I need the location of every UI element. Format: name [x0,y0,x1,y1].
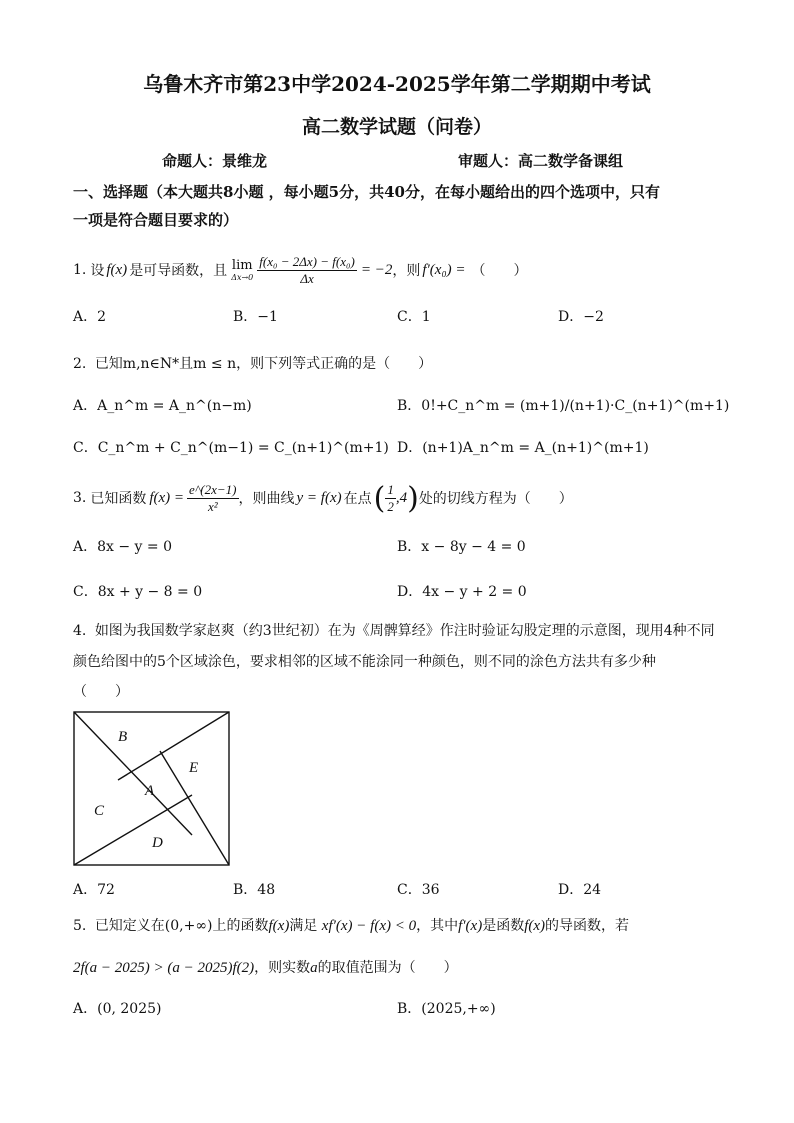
math-expr: f(x) [106,261,128,278]
q2-option-b: B．0!+C_n^m = (m+1)/(n+1)·C_(n+1)^(m+1) [397,398,730,414]
q2-option-a: A．A_n^m = A_n^(n−m) [73,398,252,414]
question-number: 3. [73,490,87,506]
question-1 [73,250,528,290]
q1-option-b: B．−1 [233,309,278,325]
question-2 [73,353,432,373]
region-label-e: E [189,760,199,776]
question-text: 已知m,n∈N*且m ≤ n，则下列等式正确的是（ ） [94,356,433,372]
question-text: 在点 [343,491,372,507]
q4-option-d: D．24 [558,882,602,898]
question-text: ，则 [392,263,421,279]
region-label-c: C [94,803,105,819]
q4-option-c: C．36 [397,882,440,898]
exam-title: 乌鲁木齐市第23中学2024-2025学年第二学期期中考试 [143,72,651,96]
q5-option-a: A．(0, 2025) [73,1001,162,1017]
question-5-line1: 5. 已知定义在(0,+∞)上的函数f(x)满足 xf′(x) − f(x) < 0，其中f′(x)是函数f(x)的导函数，若 [73,918,630,934]
question-4-line1: 4. 如图为我国数学家赵爽（约3世纪初）在为《周髀算经》作注时验证勾股定理的示意图，现用4种不同 [73,623,715,639]
q1-option-a: A．2 [73,309,107,325]
author-line: 命题人：景维龙 [162,152,268,170]
question-text: 处的切线方程为（ ） [418,491,573,507]
question-number: 4. [73,623,87,639]
question-4-paren: （ ） [73,684,129,700]
question-4-line2: 颜色给图中的5个区域涂色，要求相邻的区域不能涂同一种颜色，则不同的涂色方法共有多少种 [73,654,656,670]
section-heading-line1: 一、选择题（本大题共8小题 ，每小题5分，共40分，在每小题给出的四个选项中，只有 [73,183,660,201]
region-label-b: B [118,729,128,745]
question-number: 5. [73,918,87,934]
math-expr: ,4 [395,489,408,506]
math-expr: = −2 [360,261,393,278]
math-expr: y = f(x) [296,489,342,506]
q3-option-b: B．x − 8y − 4 = 0 [397,539,526,555]
zhao-shuang-diagram [70,708,234,868]
limit-fraction: $\frac{\text{f(x₀ − 2Δx) − f(x₀)}}{\Delta x}$ [259,253,355,286]
q5-option-b: B．(2025,+∞) [397,1001,496,1017]
math-expr: f(x) = [149,489,185,506]
reviewer-line: 审题人：高二数学备课组 [458,152,624,170]
question-text: 已知函数 [90,491,147,507]
question-5-line2: 2f(a − 2025) > (a − 2025)f(2)，则实数a的取值范围为（ ） [73,960,458,976]
question-number: 1. [73,262,87,278]
q3-option-a: A．8x − y = 0 [73,539,172,555]
region-label-d: D [152,835,163,851]
q1-option-d: D．−2 [558,309,604,325]
region-label-a: A [145,783,155,799]
question-3: 3. 已知函数 f(x) = $\frac{e\^{}(2x-1)}{\text{x²}}$ ，则曲线 y = f(x) 在点 ( $\frac{1}{2}$ ,4 ) 处的切线方程为（ ） [73,480,573,516]
question-text: ，则曲线 [238,491,295,507]
question-number: 2. [73,356,87,372]
q1-option-c: C．1 [397,309,431,325]
section-heading-line2: 一项是符合题目要求的） [73,211,239,229]
q3-option-c: C．8x + y − 8 = 0 [73,584,203,600]
point-fraction: $\frac{1}{2}$ [387,481,394,514]
q2-option-d: D．(n+1)A_n^m = A_(n+1)^(m+1) [397,440,649,456]
question-text: 是可导函数，且 [129,263,228,279]
question-text: 设 [90,263,105,279]
q2-option-c: C．C_n^m + C_n^(m−1) = C_(n+1)^(m+1) [73,440,389,456]
exam-subtitle: 高二数学试题（问卷） [301,116,492,138]
math-expr: f′(x₀) = [422,261,466,278]
answer-paren: （ ） [471,263,528,279]
function-fraction: $\frac{e\^{}(2x-1)}{\text{x²}}$ [189,481,237,514]
limit-operator: lim Δx→0 [231,258,254,282]
q4-option-b: B．48 [233,882,276,898]
q3-option-d: D．4x − y + 2 = 0 [397,584,527,600]
q4-option-a: A．72 [73,882,115,898]
